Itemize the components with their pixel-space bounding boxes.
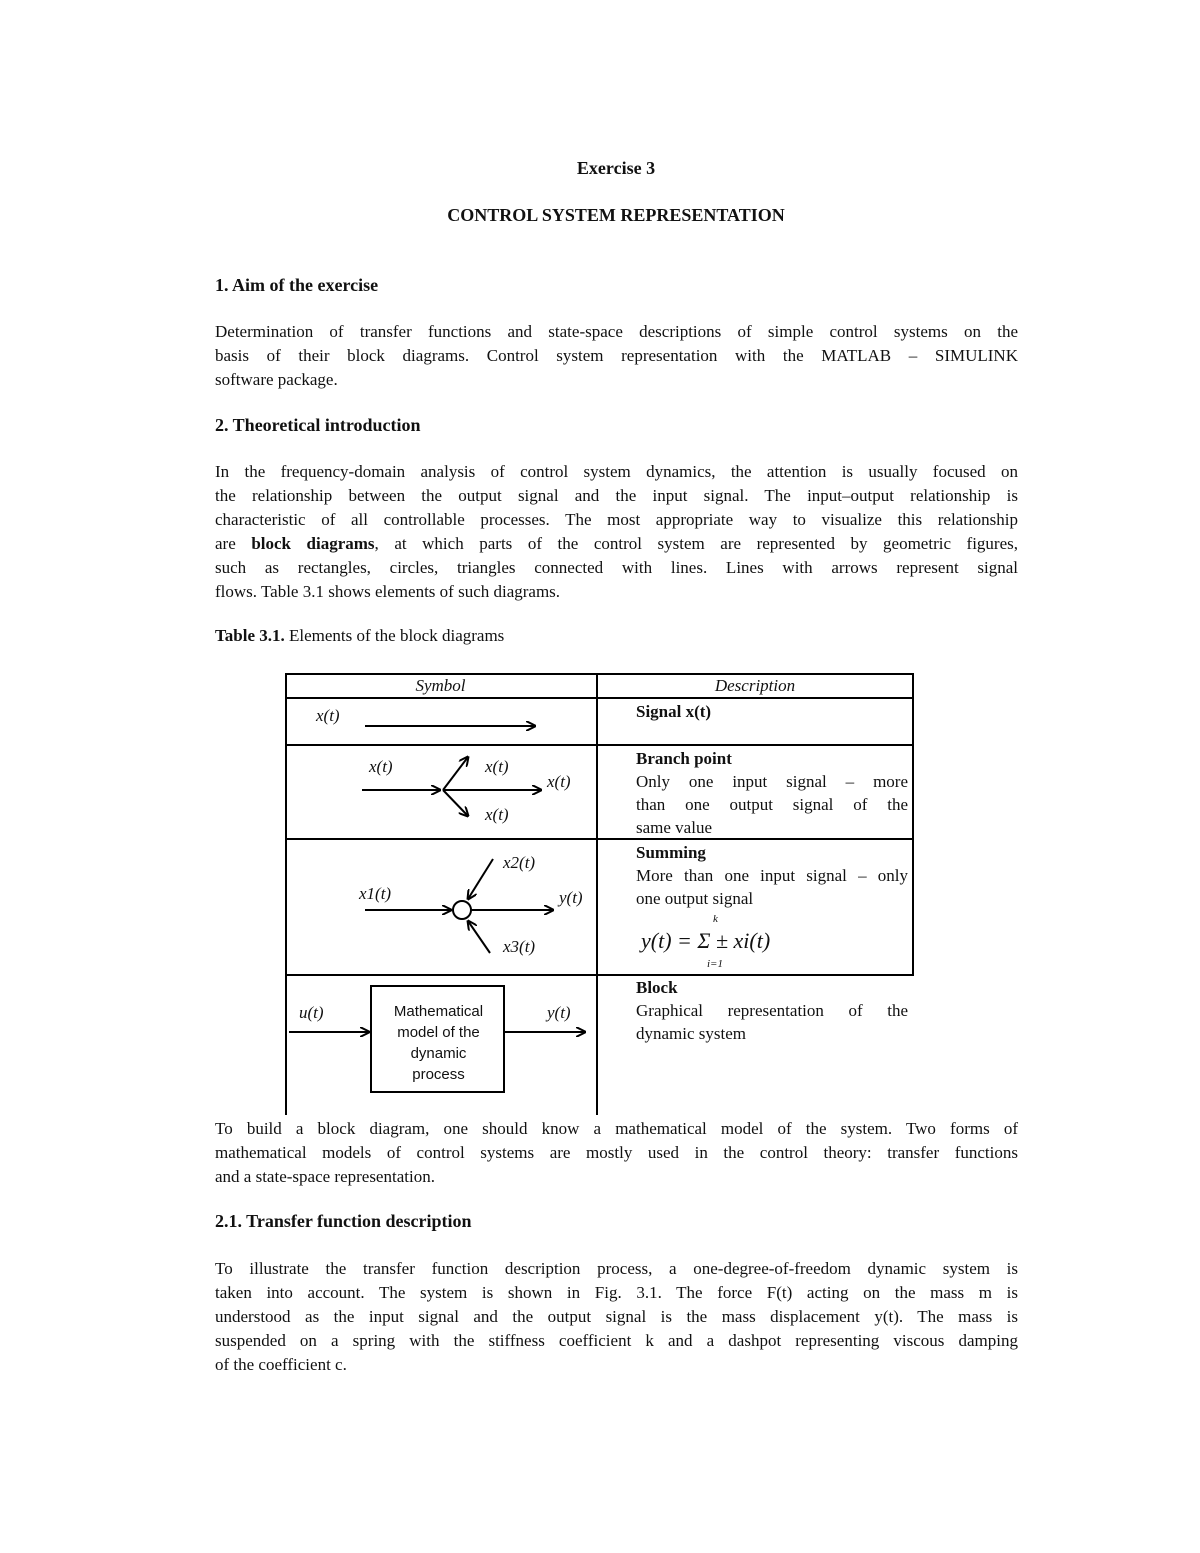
paragraph-line: taken into account. The system is shown in Fig. 3.1. The force F(t) acting on the mass m is <box>215 1283 1018 1302</box>
paragraph-line: mathematical models of control systems are mostly used in the control theory: transfer functions <box>215 1143 1018 1162</box>
paragraph-line: are block diagrams, at which parts of the control system are represented by geometric figures, <box>215 534 1019 553</box>
section-1-heading: 1. Aim of the exercise <box>215 275 379 295</box>
summing-input-1-label: x1(t) <box>359 884 392 903</box>
block-output-label: y(t) <box>547 1003 571 1022</box>
table-caption: Table 3.1. Elements of the block diagrams <box>215 626 505 645</box>
paragraph-line: and a state-space representation. <box>215 1167 435 1186</box>
after-table-paragraph <box>215 1117 1018 1189</box>
signal-label: x(t) <box>316 706 340 725</box>
description-column-header: Description <box>714 676 796 695</box>
branch-point-description: Branch point Only one input signal – more than one output signal of the same value <box>636 749 908 837</box>
paragraph-line: In the frequency-domain analysis of control system dynamics, the attention is usually focused on <box>215 462 1018 481</box>
branch-output-right-label: x(t) <box>547 772 571 791</box>
section-2-1-heading: 2.1. Transfer function description <box>215 1211 472 1231</box>
summing-formula-lower-limit: i=1 <box>707 958 723 970</box>
paragraph-line: of the coefficient c. <box>215 1355 347 1374</box>
exercise-number: Exercise 3 <box>576 158 656 178</box>
branch-output-up-label: x(t) <box>485 757 509 776</box>
block-input-label: u(t) <box>299 1003 324 1022</box>
section-2-heading: 2. Theoretical introduction <box>215 415 421 435</box>
paragraph-line: understood as the input signal and the output signal is the mass displacement y(t). The mass is <box>215 1307 1018 1326</box>
paragraph-line: characteristic of all controllable processes. The most appropriate way to visualize this relationship <box>215 510 1018 529</box>
block-diagram-elements-table <box>285 673 914 1115</box>
paragraph-line: To illustrate the transfer function description process, a one-degree-of-freedom dynamic system is <box>215 1259 1018 1278</box>
paragraph-line: software package. <box>215 370 338 389</box>
block-box-text: Mathematical model of the dynamic process <box>393 1003 484 1083</box>
paragraph-line: To build a block diagram, one should know a mathematical model of the system. Two forms of <box>215 1119 1018 1138</box>
block-description: Block Graphical representation of the dynamic system <box>636 978 908 1043</box>
paragraph-line: suspended on a spring with the stiffness coefficient k and a dashpot representing viscous damping <box>215 1331 1018 1350</box>
signal-description: Signal x(t) <box>636 702 712 721</box>
section-2-1-paragraph <box>215 1257 1018 1377</box>
paragraph-line: flows. Table 3.1 shows elements of such diagrams. <box>215 582 561 601</box>
bold-term: block diagrams <box>251 534 375 553</box>
paragraph-line: the relationship between the output signal and the input signal. The input–output relationship is <box>215 486 1018 505</box>
paragraph-line: Determination of transfer functions and state-space descriptions of simple control systems on the <box>215 322 1018 341</box>
symbol-column-header: Symbol <box>415 676 466 695</box>
summing-input-3-label: x3(t) <box>503 937 536 956</box>
document-title: CONTROL SYSTEM REPRESENTATION <box>447 205 785 225</box>
section-2-paragraph <box>215 460 1018 604</box>
summing-description: Summing More than one input signal – only one output signal <box>636 843 908 908</box>
branch-output-down-label: x(t) <box>485 805 509 824</box>
summing-input-2-label: x2(t) <box>503 853 536 872</box>
summing-formula: y(t) = Σ ± xi(t) <box>641 928 771 953</box>
summing-output-label: y(t) <box>559 888 583 907</box>
section-1-paragraph <box>215 320 1018 392</box>
branch-input-label: x(t) <box>369 757 393 776</box>
paragraph-line: basis of their block diagrams. Control system representation with the MATLAB – SIMULINK <box>215 346 1018 365</box>
summing-formula-upper-limit: k <box>713 913 718 925</box>
paragraph-line: such as rectangles, circles, triangles connected with lines. Lines with arrows represent signal <box>215 558 1018 577</box>
